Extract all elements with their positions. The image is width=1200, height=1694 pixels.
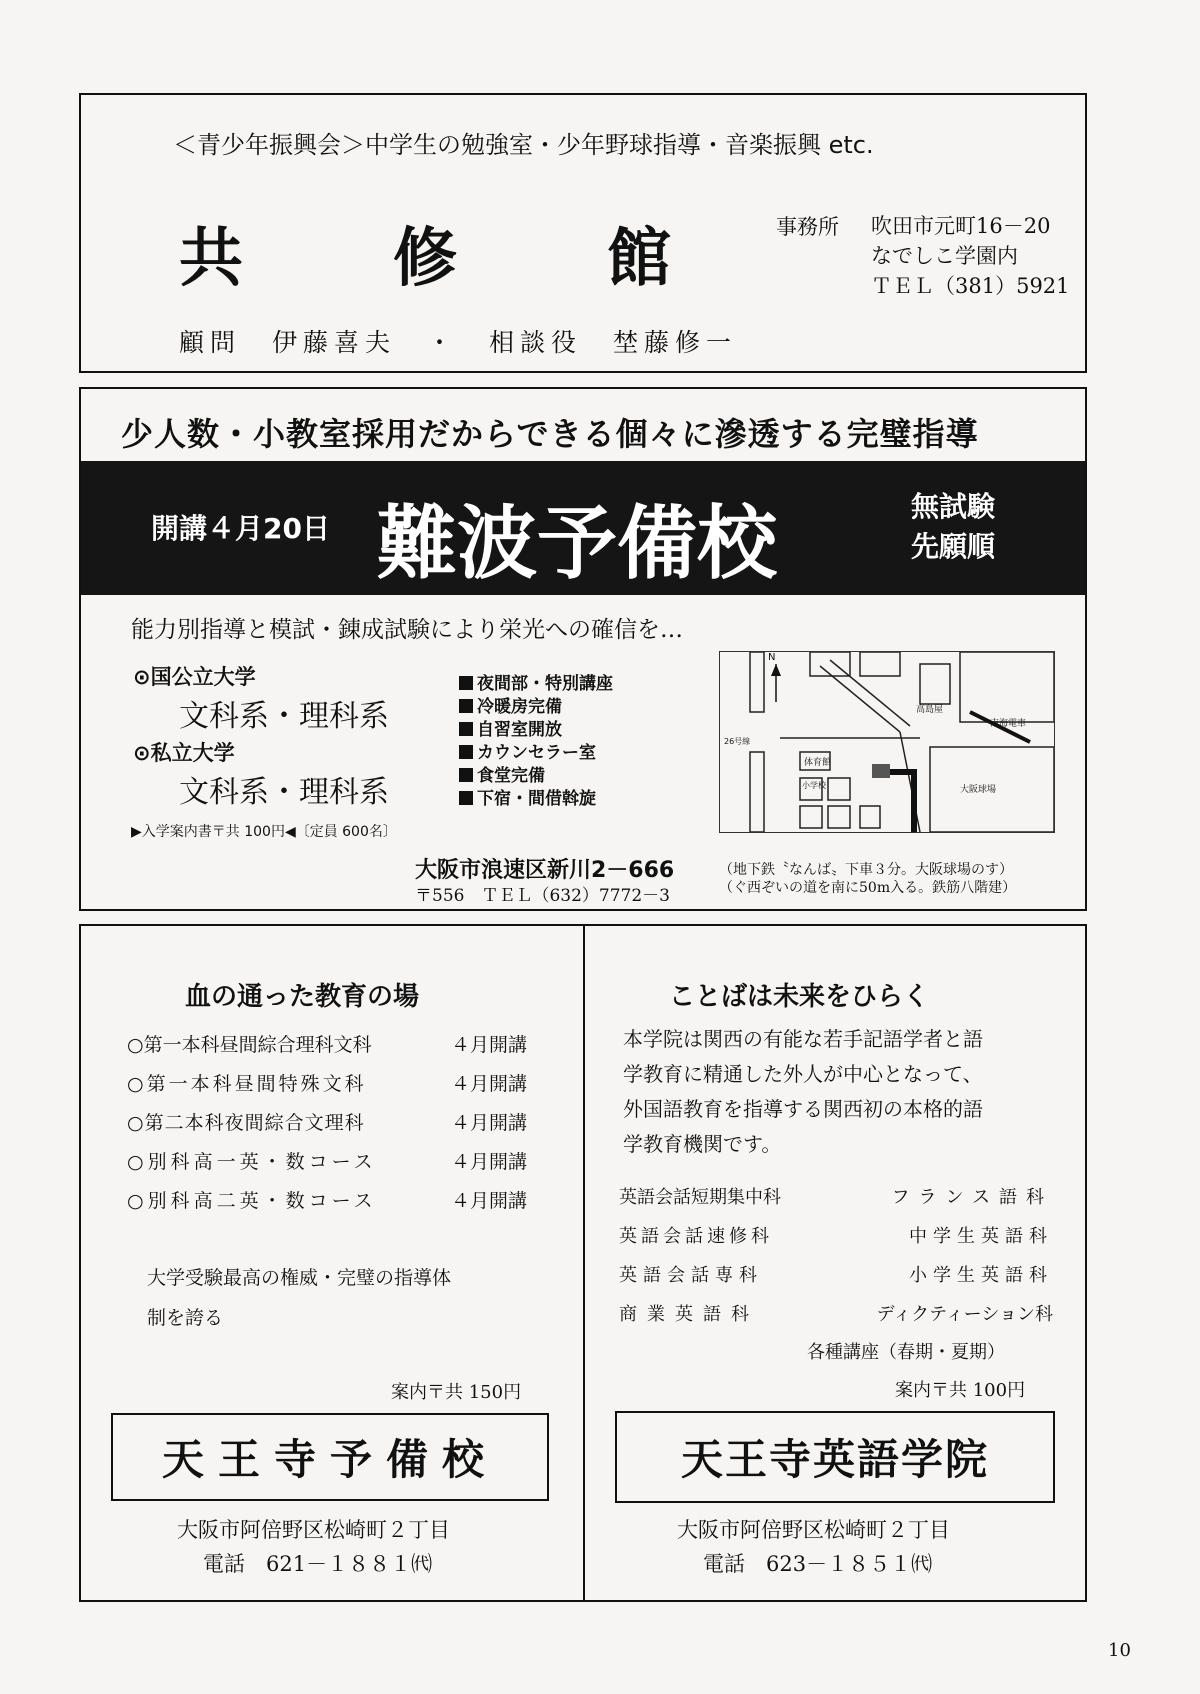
ad2-course-mark: ⊙国公立大学 <box>133 665 256 689</box>
ad2-banner <box>81 461 1085 595</box>
ad2-course-mark: ⊙私立大学 <box>133 741 235 765</box>
right-body <box>623 1022 983 1162</box>
map-label: 体育館 <box>804 758 832 768</box>
facility-item: 食堂完備 <box>459 765 613 788</box>
column-divider <box>583 926 585 1600</box>
left-claim-line: 大学受験最高の権威・完璧の指導体 <box>147 1267 452 1289</box>
ad1-office-line: ＴＥＬ（381）5921 <box>871 274 1070 298</box>
right-fee: 案内〒共 100円 <box>895 1380 1026 1401</box>
ad2-name: 難波予備校 <box>377 497 777 590</box>
right-body-line: 外国語教育を指導する関西初の本格的語 <box>623 1097 983 1121</box>
left-name-box <box>111 1413 549 1501</box>
right-course-list <box>619 1178 1053 1334</box>
right-body-line: 学教育に精通した外人が中心となって、 <box>623 1062 983 1086</box>
ad-namba-yobiko <box>79 387 1087 911</box>
ad2-course-sub: 文科系・理科系 <box>179 775 389 810</box>
map-label: N <box>768 652 776 663</box>
ad2-side-line: 先願順 <box>911 530 996 563</box>
ad1-advisors: 顧問 伊藤喜夫 ・ 相談役 埜藤修一 <box>179 328 738 357</box>
ad2-access-line: （地下鉄〝なんば〟下車３分。大阪球場のす） <box>719 862 1013 878</box>
facility-item: カウンセラー室 <box>459 742 613 765</box>
right-heading: ことばは未来をひらく <box>669 982 930 1012</box>
left-fee: 案内〒共 150円 <box>391 1382 522 1403</box>
list-item: 英語会話専科 小学生英語科 <box>619 1265 1053 1286</box>
ad2-side-line: 無試験 <box>911 490 996 523</box>
bottom-ads <box>79 924 1087 1602</box>
facility-item: 下宿・間借斡旋 <box>459 788 613 811</box>
ad2-course-sub: 文科系・理科系 <box>179 699 389 734</box>
left-course-list <box>127 1026 527 1221</box>
list-item: 英語会話短期集中科 フランス語科 <box>619 1187 1053 1208</box>
ad1-name-char: 館 <box>607 222 671 296</box>
ad1-name <box>179 207 671 299</box>
facility-item: 自習室開放 <box>459 719 613 742</box>
ad2-headline: 少人数・小教室採用だからできる個々に滲透する完璧指導 <box>121 415 979 453</box>
list-item: ○第二本科夜間綜合文理科 ４月開講 <box>127 1112 527 1134</box>
ad-kyoshukan <box>79 93 1087 373</box>
left-address: 大阪市阿倍野区松崎町２丁目 <box>177 1518 450 1542</box>
left-name: 天王寺予備校 <box>161 1435 498 1484</box>
list-item: ○第一本科昼間綜合理科文科 ４月開講 <box>127 1034 527 1056</box>
ad1-name-char: 共 <box>179 222 243 296</box>
left-phone: 電話 621－１８８１㈹ <box>203 1552 433 1576</box>
list-item: ○第一本科昼間特殊文科 ４月開講 <box>127 1073 527 1095</box>
ad2-postal: 〒556 ＴＥＬ（632）7772－3 <box>415 886 670 906</box>
right-body-line: 学教育機関です。 <box>623 1132 782 1156</box>
ad2-open-date: 開講４月20日 <box>151 512 330 545</box>
ad1-office-line: なでしこ学園内 <box>871 244 1018 268</box>
ad1-office <box>871 211 1070 301</box>
right-extra: 各種講座（春期・夏期） <box>807 1342 1005 1363</box>
left-claim-line: 制を誇る <box>147 1307 224 1329</box>
right-address: 大阪市阿倍野区松崎町２丁目 <box>677 1518 950 1542</box>
right-phone: 電話 623－１８５１㈹ <box>703 1552 933 1576</box>
right-name-box <box>615 1411 1055 1503</box>
list-item: ○別科高一英・数コース ４月開講 <box>127 1151 527 1173</box>
list-item: ○別科高二英・数コース ４月開講 <box>127 1190 527 1212</box>
ad2-access-line: （ぐ西ぞいの道を南に50m入る。鉄筋八階建） <box>719 880 1017 896</box>
right-body-line: 本学院は関西の有能な若手記語学者と語 <box>623 1027 983 1051</box>
ad2-address: 大阪市浪速区新川2－666 <box>415 858 675 883</box>
left-claim <box>147 1258 451 1338</box>
map-label: 高島屋 <box>916 705 944 715</box>
ad2-lead: 能力別指導と模試・錬成試験により栄光への確信を… <box>131 617 683 643</box>
ad2-brochure: ▶入学案内書〒共 100円◀〔定員 600名〕 <box>131 824 397 840</box>
map-label: 26号線 <box>724 737 751 746</box>
ad1-office-label: 事務所 <box>776 215 839 239</box>
ad2-side <box>911 487 995 567</box>
map-label: 南海電車 <box>990 719 1027 729</box>
ad1-office-line: 吹田市元町16－20 <box>871 214 1051 238</box>
map-label: 大阪球場 <box>960 785 997 795</box>
right-name: 天王寺英語学院 <box>680 1435 989 1484</box>
map-label: 小学校 <box>802 781 826 790</box>
list-item: 商業英語科 ディクティーション科 <box>619 1304 1053 1325</box>
ad2-facilities <box>459 673 613 811</box>
page-number: 10 <box>1108 1640 1131 1661</box>
left-heading: 血の通った教育の場 <box>185 982 420 1012</box>
facility-item: 冷暖房完備 <box>459 696 613 719</box>
list-item: 英語会話速修科 中学生英語科 <box>619 1226 1053 1247</box>
ad1-tagline: ＜青少年振興会＞中学生の勉強室・少年野球指導・音楽振興 etc. <box>173 131 874 159</box>
facility-item: 夜間部・特別講座 <box>459 673 613 696</box>
ad2-access <box>719 861 1016 897</box>
access-map <box>719 651 1055 833</box>
ad1-name-char: 修 <box>393 222 457 296</box>
map-drawing <box>720 652 1054 832</box>
